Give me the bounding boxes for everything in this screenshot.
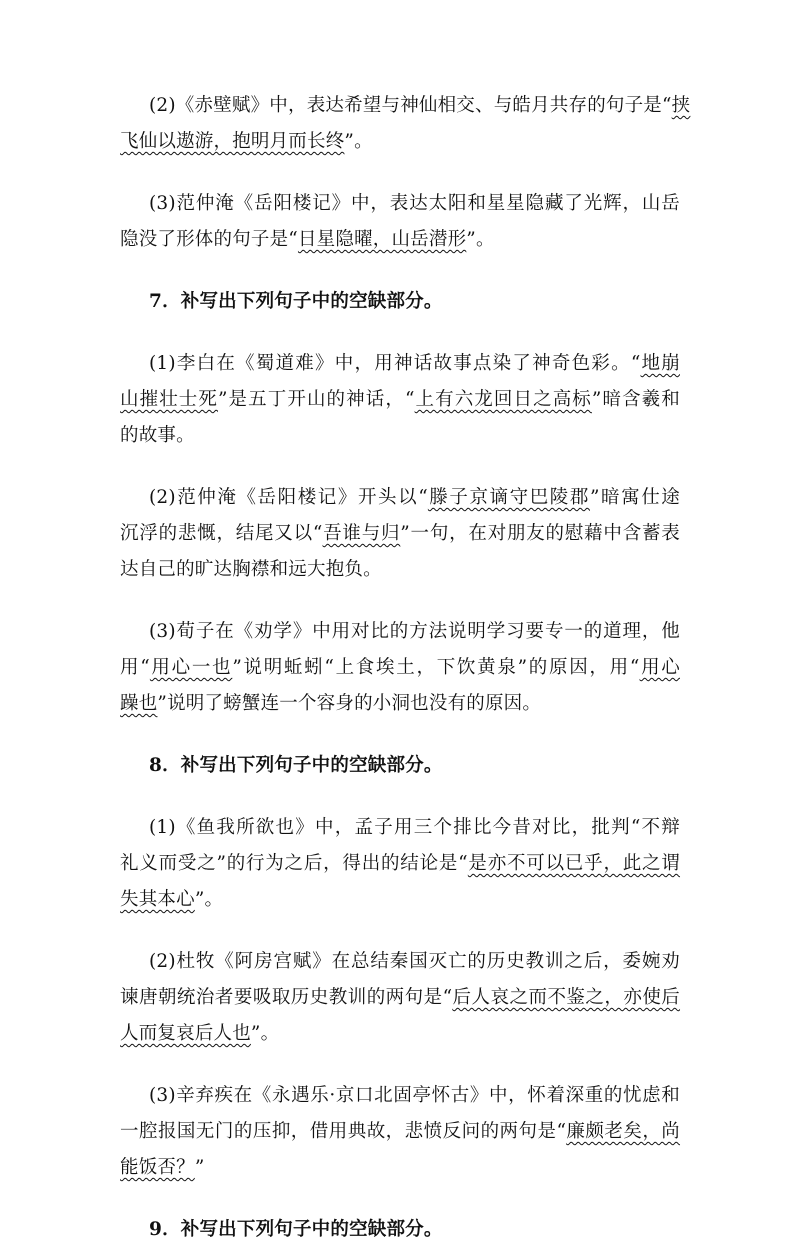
answer-text: 能饭否？ — [120, 1157, 195, 1178]
text-segment: 达自己的旷达胸襟和远大抱负。 — [120, 559, 382, 580]
text-segment: 沉浮的悲慨，结尾又以“ — [120, 523, 323, 544]
paragraph-q6-3 — [120, 186, 680, 258]
text-line — [120, 480, 680, 516]
text-segment: 7．补写出下列句子中的空缺部分。 — [149, 291, 443, 312]
paragraph-q6-2 — [120, 88, 691, 160]
answer-text: 山摧壮士死 — [120, 389, 218, 410]
text-segment: 的故事。 — [120, 425, 195, 446]
text-segment: 用“ — [120, 657, 150, 678]
question-heading-q9 — [120, 1212, 680, 1248]
text-segment: ” — [194, 1157, 205, 1178]
question-heading-q8 — [120, 748, 680, 784]
text-line — [120, 1212, 680, 1248]
text-line — [120, 846, 680, 882]
text-line — [120, 1078, 680, 1114]
answer-text: 是亦不可以已乎，此之谓 — [467, 853, 681, 874]
text-segment: (3)范仲淹《岳阳楼记》中，表达太阳和星星隐藏了光辉，山岳 — [149, 193, 680, 214]
document-page — [120, 88, 691, 1248]
paragraph-q7-3 — [120, 614, 680, 722]
text-line — [120, 1016, 680, 1052]
answer-text: 飞仙以遨游，抱明月而长终 — [120, 131, 345, 152]
answer-text: 用心一也 — [149, 657, 233, 678]
text-segment: (2)杜牧《阿房宫赋》在总结秦国灭亡的历史教训之后，委婉劝 — [149, 951, 680, 972]
text-line — [120, 516, 680, 552]
answer-text: 廉颇老矣，尚 — [566, 1121, 681, 1142]
text-segment: 隐没了形体的句子是“ — [120, 229, 298, 250]
text-segment: ”暗寓仕途 — [589, 487, 680, 508]
text-line — [120, 124, 680, 160]
paragraph-q7-1 — [120, 346, 680, 454]
text-line — [120, 186, 680, 222]
paragraph-q7-2 — [120, 480, 680, 588]
answer-text: 人而复哀后人也 — [120, 1023, 251, 1044]
text-line — [120, 382, 680, 418]
text-segment: (3)辛弃疾在《永遇乐·京口北固亭怀古》中，怀着深重的忧虑和 — [149, 1085, 680, 1106]
text-segment: ”说明蚯蚓“上食埃土，下饮黄泉”的原因，用“ — [232, 657, 640, 678]
text-segment: ”说明了螃蟹连一个容身的小洞也没有的原因。 — [157, 693, 542, 714]
text-line — [120, 552, 680, 588]
text-segment: 9．补写出下列句子中的空缺部分。 — [149, 1219, 443, 1240]
text-segment: ”。 — [344, 131, 373, 152]
text-segment: 一腔报国无门的压抑，借用典故，悲愤反问的两句是“ — [120, 1121, 567, 1142]
text-segment: ”。 — [466, 229, 495, 250]
text-line — [120, 222, 680, 258]
answer-text: 用心 — [639, 657, 680, 678]
text-line — [120, 284, 680, 320]
answer-text: 后人哀之而不鉴之，亦使后 — [452, 987, 681, 1008]
text-segment: 8．补写出下列句子中的空缺部分。 — [149, 755, 443, 776]
paragraph-q8-1 — [120, 810, 680, 918]
text-line — [120, 882, 680, 918]
answer-text: 滕子京谪守巴陵郡 — [427, 487, 590, 508]
text-segment: ”一句，在对朋友的慰藉中含蓄表 — [400, 523, 680, 544]
text-line — [120, 614, 680, 650]
answer-text: 挟 — [671, 95, 691, 116]
text-segment: ”。 — [194, 889, 224, 910]
answer-text: 地崩 — [640, 353, 680, 374]
text-segment: 礼义而受之”的行为之后，得出的结论是“ — [120, 853, 468, 874]
text-line — [120, 418, 680, 454]
text-line — [120, 1150, 680, 1186]
text-segment: (2)《赤壁赋》中，表达希望与神仙相交、与皓月共存的句子是“ — [149, 95, 672, 116]
text-segment: (1)李白在《蜀道难》中，用神话故事点染了神奇色彩。“ — [149, 353, 641, 374]
text-segment: 谏唐朝统治者要吸取历史教训的两句是“ — [120, 987, 453, 1008]
paragraph-q8-3 — [120, 1078, 680, 1186]
text-line — [120, 1114, 680, 1150]
text-line — [120, 346, 680, 382]
answer-text: 躁也 — [120, 693, 158, 714]
text-line — [120, 944, 680, 980]
text-line — [120, 810, 680, 846]
answer-text: 上有六龙回日之高标 — [414, 389, 592, 410]
text-line — [120, 650, 680, 686]
answer-text: 失其本心 — [120, 889, 195, 910]
text-line — [120, 748, 680, 784]
text-segment: (3)荀子在《劝学》中用对比的方法说明学习要专一的道理，他 — [149, 621, 680, 642]
text-line — [120, 88, 691, 124]
answer-text: 吾谁与归 — [322, 523, 401, 544]
paragraph-q8-2 — [120, 944, 680, 1052]
text-segment: ”是五丁开山的神话，“ — [218, 389, 415, 410]
text-line — [120, 686, 680, 722]
text-line — [120, 980, 680, 1016]
text-segment: ”。 — [250, 1023, 280, 1044]
text-segment: (2)范仲淹《岳阳楼记》开头以“ — [149, 487, 428, 508]
text-segment: ”暗含羲和 — [591, 389, 680, 410]
question-heading-q7 — [120, 284, 680, 320]
answer-text: 日星隐曜，山岳潜形 — [297, 229, 467, 250]
text-segment: (1)《鱼我所欲也》中，孟子用三个排比今昔对比，批判“不辩 — [149, 817, 680, 838]
